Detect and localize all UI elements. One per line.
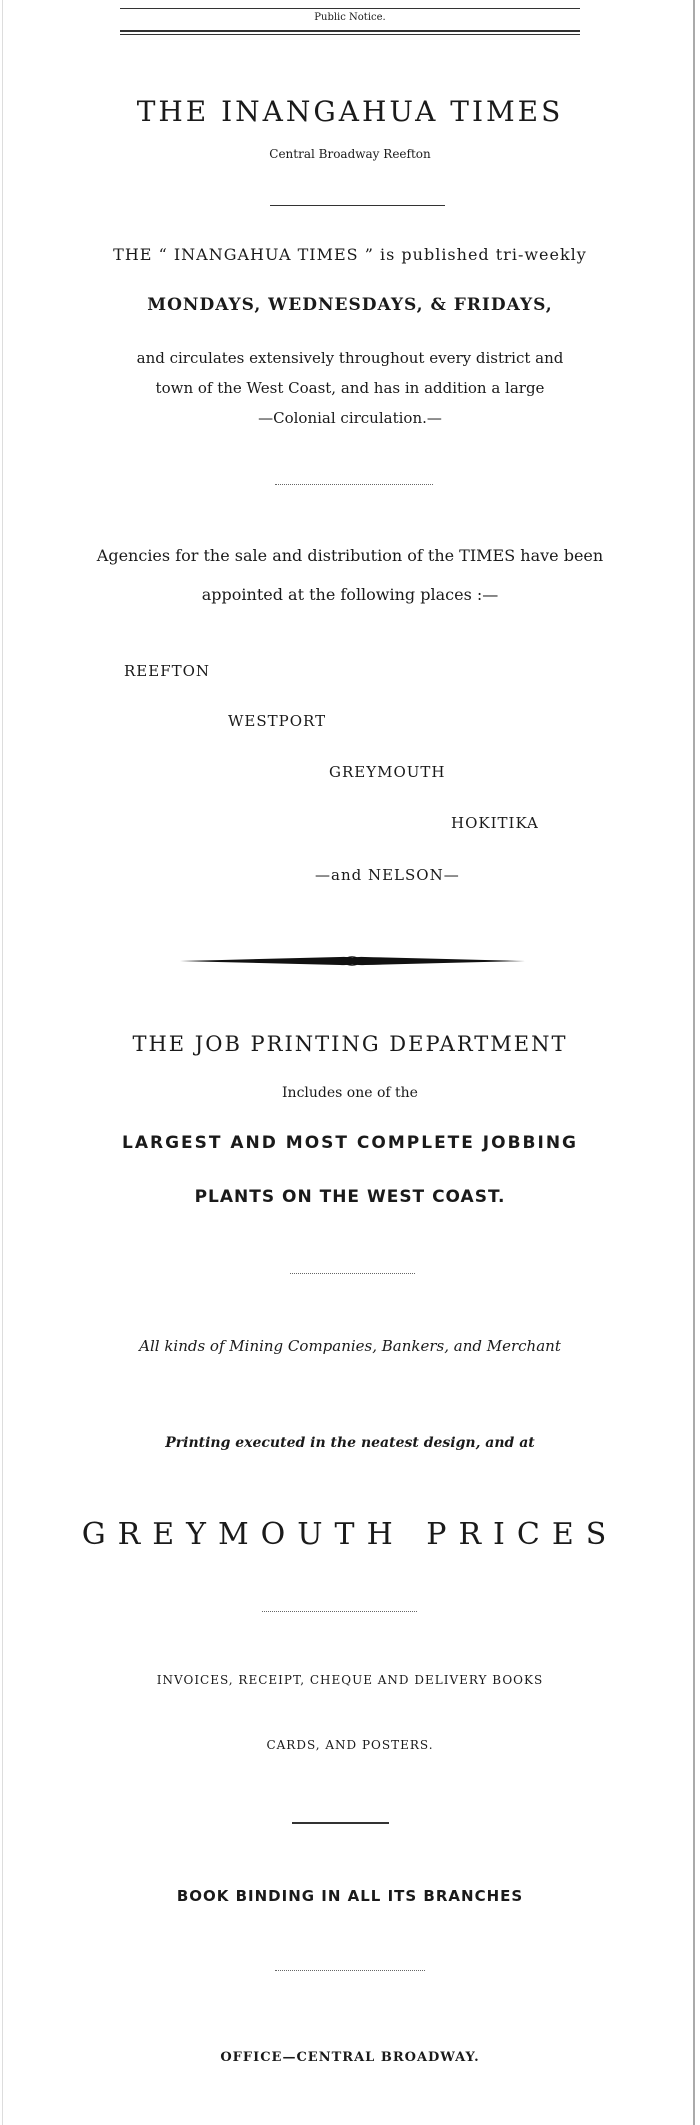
agency-place-westport: WESTPORT [228, 712, 327, 730]
ornamental-divider [180, 950, 525, 972]
job-printing-largest: LARGEST AND MOST COMPLETE JOBBING [121, 1133, 579, 1153]
header-label: Public Notice. [314, 12, 386, 23]
mining-line: All kinds of Mining Companies, Bankers, and Merchant [139, 1337, 561, 1355]
dotted-divider-4 [275, 1970, 425, 1971]
circulation-line-2: town of the West Coast, and has in addition a large [155, 379, 545, 397]
masthead-address: Central Broadway Reefton [269, 147, 431, 161]
header-rule-bottom-thin [120, 34, 580, 35]
invoices-line: INVOICES, RECEIPT, CHEQUE AND DELIVERY BOOKS [156, 1673, 544, 1687]
agencies-intro-2: appointed at the following places :— [201, 585, 499, 604]
divider-short-1 [270, 205, 445, 206]
dotted-divider-1 [275, 484, 433, 485]
publication-days: MONDAYS, WEDNESDAYS, & FRIDAYS, [147, 295, 553, 315]
header-rule-top [120, 8, 580, 9]
circulation-line-1: and circulates extensively throughout every district and [136, 349, 564, 367]
page-edge-left [2, 0, 3, 2125]
masthead-title: THE INANGAHUA TIMES [136, 95, 564, 128]
header-rule-bottom [120, 30, 580, 32]
book-binding-line: BOOK BINDING IN ALL ITS BRANCHES [176, 1887, 524, 1905]
job-printing-heading: THE JOB PRINTING DEPARTMENT [132, 1032, 568, 1056]
office-address: OFFICE—CENTRAL BROADWAY. [220, 2050, 480, 2065]
job-printing-includes: Includes one of the [282, 1085, 418, 1101]
agency-place-greymouth: GREYMOUTH [329, 763, 446, 781]
publication-line: THE “ INANGAHUA TIMES ” is published tri-weekly [113, 245, 587, 264]
page-edge-right [693, 0, 695, 2125]
dotted-divider-2 [290, 1273, 415, 1274]
agency-place-reefton: REEFTON [124, 662, 211, 680]
agency-place-hokitika: HOKITIKA [451, 814, 539, 832]
agencies-intro-1: Agencies for the sale and distribution of the TIMES have been [96, 546, 604, 565]
printing-line: Printing executed in the neatest design, and at [165, 1435, 535, 1451]
circulation-line-3: —Colonial circulation.— [258, 409, 442, 427]
cards-line: CARDS, AND POSTERS. [266, 1738, 434, 1752]
job-printing-plants: PLANTS ON THE WEST COAST. [194, 1187, 506, 1207]
agency-place-nelson: —and NELSON— [315, 866, 460, 884]
greymouth-prices: GREYMOUTH PRICES [81, 1517, 619, 1552]
divider-short-2 [292, 1822, 389, 1824]
dotted-divider-3 [262, 1611, 417, 1612]
